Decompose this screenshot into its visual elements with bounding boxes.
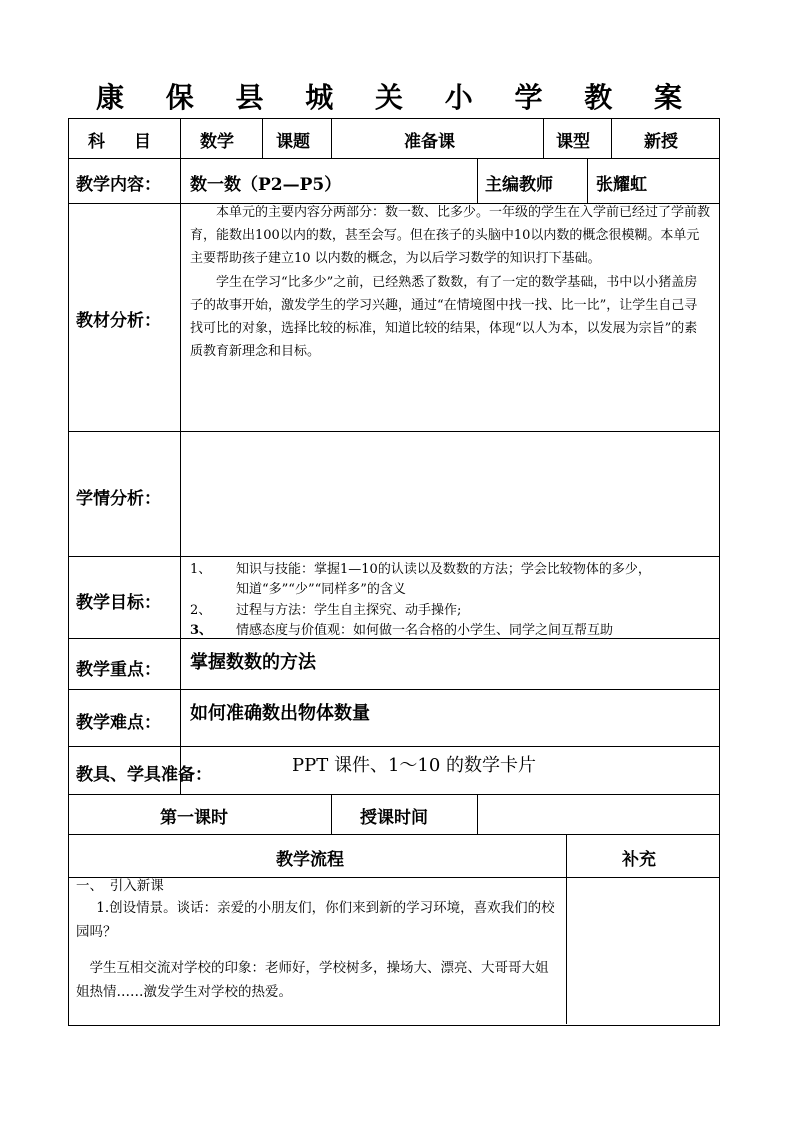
flow-header-label: 教学流程 [276, 850, 344, 870]
content-value: 数一数（P2—P5） [190, 175, 342, 195]
difficulty-value: 如何准确数出物体数量 [190, 703, 370, 724]
editor-label: 主编教师 [485, 175, 553, 195]
row-divider [68, 794, 719, 795]
col-divider [587, 158, 588, 203]
key-point-label: 教学重点： [76, 660, 161, 680]
flow-paragraph: 1.创设情景。谈话：亲爱的小朋友们，你们来到新的学习环境，喜欢我们的校园吗？ [76, 900, 555, 940]
supplement-header-label: 补充 [622, 850, 656, 870]
material-paragraph: 本单元的主要内容分两部分：数一数、比多少。一年级的学生在入学前已经过了学前教育，能数出100以内的数，甚至会写。但在孩子的头脑中10以内数的概念很模糊。本单元主要帮助孩子建立10 以内数的概念，为以后学习数学的知识打下基础。 [190, 205, 711, 266]
subject-value: 数学 [200, 132, 234, 152]
content-label: 教学内容： [76, 175, 161, 195]
tools-label: 教具、学具准备： [76, 765, 212, 785]
row-divider [68, 431, 719, 432]
objectives-label: 教学目标： [76, 593, 161, 613]
objective-text: 知识与技能：掌握1—10的认读以及数数的方法；学会比较物体的多少， [236, 562, 651, 577]
tools-value: PPT 课件、1～10 的数学卡片 [292, 755, 537, 776]
col-divider [543, 118, 544, 158]
topic-label: 课题 [276, 132, 310, 152]
row-divider [68, 556, 719, 557]
objective-number: 3、 [190, 623, 213, 638]
flow-section-heading: 一、 引入新课 [76, 878, 164, 894]
row-divider [68, 638, 719, 639]
lesson-period-label: 第一课时 [160, 808, 228, 828]
col-divider [331, 794, 332, 834]
lesson-time-label: 授课时间 [360, 808, 428, 828]
row-divider [68, 689, 719, 690]
row-divider [68, 834, 719, 835]
objective-number: 1、 [190, 562, 212, 577]
flow-content [76, 876, 560, 1004]
student-analysis-label: 学情分析： [76, 489, 161, 509]
col-divider [477, 158, 478, 203]
objective-text: 情感态度与价值观：如何做一名合格的小学生、同学之间互帮互助 [236, 623, 614, 638]
objective-text: 知道“多”“少”“同样多”的含义 [236, 582, 406, 597]
row-divider [68, 158, 719, 159]
objective-text: 过程与方法：学生自主探究、动手操作; [236, 603, 462, 618]
col-divider [477, 794, 478, 834]
difficulty-label: 教学难点： [76, 713, 161, 733]
material-analysis-label: 教材分析： [76, 311, 161, 331]
key-point-value: 掌握数数的方法 [190, 652, 316, 673]
col-divider [611, 118, 612, 158]
type-label: 课型 [556, 132, 590, 152]
objective-number: 2、 [190, 603, 212, 618]
type-value: 新授 [644, 132, 678, 152]
document-title: 康 保 县 城 关 小 学 教 案 [96, 81, 698, 114]
col-divider [180, 118, 181, 794]
material-paragraph: 学生在学习“比多少”之前，已经熟悉了数数，有了一定的数学基础，书中以小猪盖房子的故事开始，激发学生的学习兴趣，通过“在情境图中找一找、比一比”，让学生自己寻找可比的对象，选择比较的标准，知道比较的结果，体现“以人为本，以发展为宗旨”的素质教育新理念和目标。 [190, 275, 698, 359]
col-divider [566, 834, 567, 1024]
editor-value: 张耀虹 [596, 175, 647, 195]
flow-paragraph: 学生互相交流对学校的印象：老师好，学校树多，操场大、漂亮、大哥哥大姐姐热情……激发学生对学校的热爱。 [76, 960, 549, 1000]
topic-value: 准备课 [404, 132, 455, 152]
subject-label: 科 目 [88, 132, 157, 152]
material-analysis-text [190, 201, 710, 363]
col-divider [331, 118, 332, 158]
row-divider [68, 746, 719, 747]
col-divider [262, 118, 263, 158]
